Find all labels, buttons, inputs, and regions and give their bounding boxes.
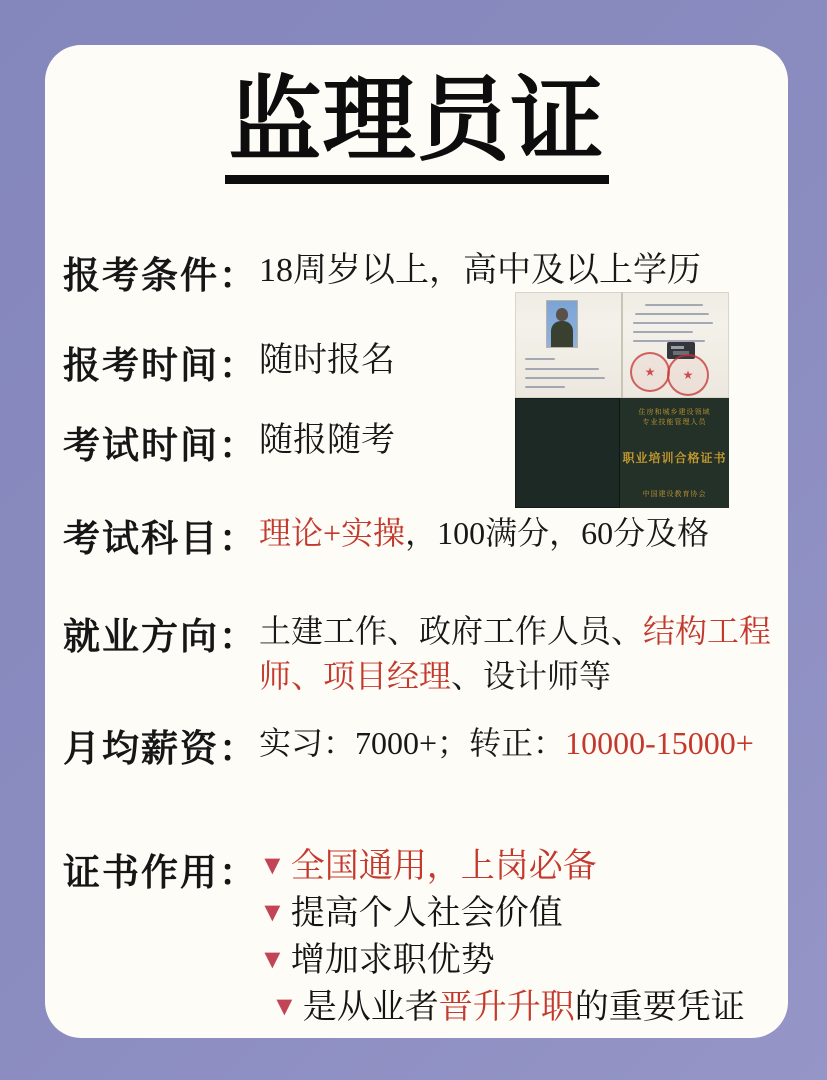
row-label-uses: 证书作用： bbox=[63, 853, 258, 894]
uses-bullet-4-text bbox=[303, 985, 745, 1031]
certificate-photo bbox=[515, 292, 729, 508]
text-line bbox=[525, 377, 605, 379]
id-photo bbox=[547, 301, 577, 347]
red-round-stamp bbox=[667, 354, 709, 396]
cover-line1: 住房和城乡建设领域 bbox=[638, 408, 711, 416]
row-label-career: 就业方向： bbox=[63, 617, 258, 658]
row-value-career bbox=[259, 609, 780, 699]
triangle-bullet-icon: ▼ bbox=[259, 850, 286, 880]
text-line bbox=[645, 304, 703, 306]
subjects-red-text: 理论+实操 bbox=[259, 515, 406, 551]
row-label-signup-time: 报考时间： bbox=[63, 346, 258, 387]
salary-black-text: 实习：7000+；转正： bbox=[259, 725, 566, 761]
uses-bullet-4-post: 的重要凭证 bbox=[574, 989, 745, 1026]
page-title: 监理员证 bbox=[225, 73, 609, 184]
cover-issuer: 中国建设教育协会 bbox=[642, 490, 707, 498]
text-line bbox=[525, 368, 599, 370]
star-icon: ★ bbox=[682, 368, 694, 382]
text-line bbox=[635, 313, 709, 315]
row-label-requirements: 报考条件： bbox=[63, 256, 258, 297]
cover-line2: 专业技能管理人员 bbox=[642, 418, 707, 426]
uses-bullet-4-red: 晋升升职 bbox=[438, 989, 575, 1026]
uses-bullet-3-text: 增加求职优势 bbox=[290, 942, 495, 979]
exam-time-text: 随报随考 bbox=[259, 422, 395, 459]
uses-bullet-4 bbox=[271, 985, 745, 1032]
row-career-direction bbox=[63, 606, 780, 699]
uses-bullet-1-text: 全国通用，上岗必备 bbox=[290, 848, 597, 885]
triangle-bullet-icon: ▼ bbox=[259, 944, 286, 974]
row-monthly-salary bbox=[63, 718, 780, 772]
triangle-bullet-icon: ▼ bbox=[271, 991, 298, 1021]
open-certificate-booklet bbox=[515, 292, 729, 398]
red-round-stamp bbox=[630, 352, 670, 392]
person-head-silhouette bbox=[556, 308, 568, 321]
subjects-rest-text: ，100满分，60分及格 bbox=[405, 515, 710, 551]
info-card bbox=[45, 45, 788, 1038]
uses-bullet-3 bbox=[259, 938, 745, 985]
uses-bullet-1 bbox=[259, 844, 745, 891]
triangle-bullet-icon: ▼ bbox=[259, 897, 286, 927]
career-red-text: 结构工程师、项目经理 bbox=[259, 613, 772, 694]
star-icon: ★ bbox=[644, 365, 656, 379]
row-value-salary bbox=[259, 721, 780, 766]
certificate-cover-front bbox=[619, 398, 729, 508]
title-wrap bbox=[45, 68, 788, 184]
career-black1-text: 土建工作、政府工作人员、 bbox=[259, 613, 644, 649]
uses-bullet-4-pre: 是从业者 bbox=[302, 989, 439, 1026]
cover-title: 职业培训合格证书 bbox=[622, 451, 727, 465]
text-line bbox=[633, 322, 713, 324]
row-exam-subjects bbox=[63, 508, 780, 562]
row-label-salary: 月均薪资： bbox=[63, 729, 258, 770]
row-value-requirements bbox=[259, 248, 780, 293]
text-line bbox=[525, 386, 565, 388]
uses-bullet-2-text: 提高个人社会价值 bbox=[290, 895, 563, 932]
career-black2-text: 、设计师等 bbox=[451, 658, 612, 694]
text-line bbox=[525, 358, 555, 360]
row-value-subjects bbox=[259, 511, 780, 556]
salary-red-text: 10000-15000+ bbox=[565, 725, 754, 761]
person-torso-silhouette bbox=[551, 321, 573, 347]
row-label-exam-time: 考试时间： bbox=[63, 426, 258, 467]
signup-time-text: 随时报名 bbox=[259, 342, 395, 379]
row-exam-requirements bbox=[63, 245, 780, 299]
uses-bullet-2 bbox=[259, 891, 745, 938]
text-line bbox=[633, 331, 693, 333]
uses-bullet-list bbox=[259, 844, 745, 1032]
booklet-fold-line bbox=[621, 292, 623, 398]
row-certificate-uses bbox=[63, 842, 745, 1032]
certificate-cover bbox=[515, 398, 729, 508]
requirements-text: 18周岁以上，高中及以上学历 bbox=[259, 252, 701, 289]
row-label-subjects: 考试科目： bbox=[63, 519, 258, 560]
